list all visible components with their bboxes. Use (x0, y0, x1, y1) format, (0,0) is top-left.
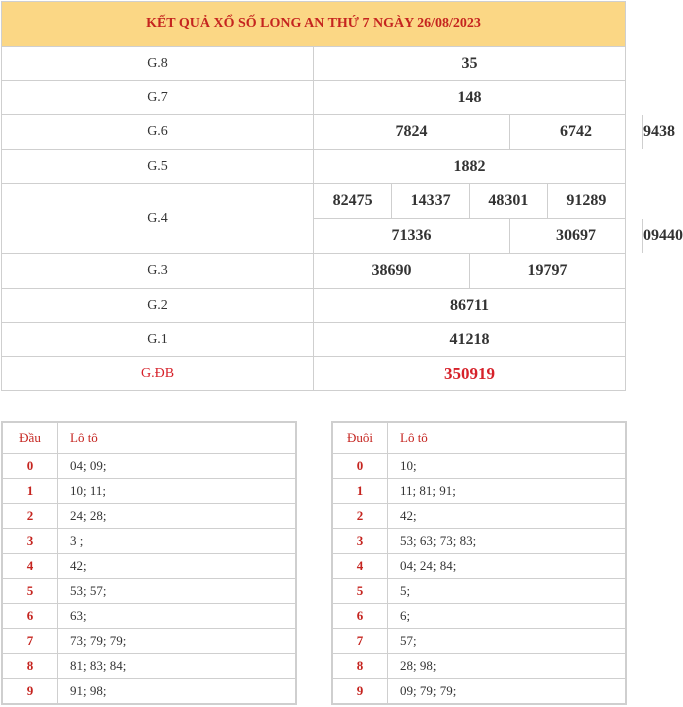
prize-label: G.4 (2, 184, 314, 254)
loto-row (332, 554, 626, 579)
loto-values: 24; 28; (58, 504, 297, 529)
loto-row (332, 604, 626, 629)
loto-values: 53; 57; (58, 579, 297, 604)
loto-header-row (2, 422, 296, 454)
loto-values: 11; 81; 91; (388, 479, 627, 504)
duoi-loto-table (331, 421, 627, 705)
loto-row (2, 504, 296, 529)
prize-label: G.2 (2, 289, 314, 323)
loto-key: 4 (2, 554, 58, 579)
loto-row (332, 479, 626, 504)
loto-row (332, 579, 626, 604)
loto-row (2, 579, 296, 604)
loto-values: 3 ; (58, 529, 297, 554)
loto-key: 1 (332, 479, 388, 504)
loto-key: 9 (2, 679, 58, 705)
loto-values: 73; 79; 79; (58, 629, 297, 654)
loto-row (332, 654, 626, 679)
prize-number: 7824 (395, 123, 428, 140)
loto-values: 91; 98; (58, 679, 297, 705)
result-title: KẾT QUẢ XỔ SỐ LONG AN THỨ 7 NGÀY 26/08/2023 (2, 2, 626, 47)
prize-row-g7 (2, 81, 626, 115)
loto-key: 9 (332, 679, 388, 705)
loto-header-row (332, 422, 626, 454)
prize-label: G.8 (2, 47, 314, 81)
loto-key: 1 (2, 479, 58, 504)
loto-values: 6; (388, 604, 627, 629)
loto-values: 5; (388, 579, 627, 604)
prize-number: 38690 (371, 262, 412, 279)
loto-key: 5 (2, 579, 58, 604)
prize-number: 30697 (510, 219, 643, 253)
loto-row (2, 529, 296, 554)
loto-values: 10; 11; (58, 479, 297, 504)
loto-values: 28; 98; (388, 654, 627, 679)
prize-row-g4b: 71336 30697 09440 (2, 219, 626, 254)
dau-header: Đầu (2, 422, 58, 454)
prize-number: 14337 (392, 184, 470, 218)
prize-number: 1882 (314, 150, 626, 184)
loto-key: 8 (332, 654, 388, 679)
loto-key: 6 (332, 604, 388, 629)
special-prize-number: 350919 (314, 357, 626, 391)
prize-number: 148 (314, 81, 626, 115)
prize-row-g3 (2, 254, 626, 289)
loto-row (2, 629, 296, 654)
loto-row (2, 679, 296, 705)
prize-number: 35 (314, 47, 626, 81)
loto-key: 5 (332, 579, 388, 604)
prize-number: 71336 (391, 227, 432, 244)
loto-values: 53; 63; 73; 83; (388, 529, 627, 554)
loto-values: 42; (388, 504, 627, 529)
loto-row (2, 604, 296, 629)
loto-values: 04; 09; (58, 454, 297, 479)
loto-row (332, 679, 626, 705)
prize-number: 6742 (510, 115, 643, 149)
loto-row (332, 529, 626, 554)
loto-header: Lô tô (58, 422, 297, 454)
special-prize-label: G.ĐB (2, 357, 314, 391)
loto-row (332, 454, 626, 479)
loto-key: 2 (2, 504, 58, 529)
loto-key: 7 (2, 629, 58, 654)
prize-label: G.7 (2, 81, 314, 115)
prize-number: 41218 (314, 323, 626, 357)
dau-loto-table (1, 421, 297, 705)
duoi-header: Đuôi (332, 422, 388, 454)
loto-header: Lô tô (388, 422, 627, 454)
loto-key: 8 (2, 654, 58, 679)
prize-label: G.5 (2, 150, 314, 184)
loto-row (332, 629, 626, 654)
prize-label: G.1 (2, 323, 314, 357)
loto-key: 2 (332, 504, 388, 529)
loto-values: 57; (388, 629, 627, 654)
prize-label: G.3 (2, 254, 314, 289)
prize-row-g2 (2, 289, 626, 323)
prize-row-g6: G.6 7824 6742 9438 (2, 115, 626, 150)
loto-row (2, 554, 296, 579)
loto-row (2, 654, 296, 679)
loto-values: 10; (388, 454, 627, 479)
prize-row-g5 (2, 150, 626, 184)
loto-key: 3 (332, 529, 388, 554)
loto-key: 0 (332, 454, 388, 479)
loto-key: 7 (332, 629, 388, 654)
loto-row (332, 504, 626, 529)
loto-key: 6 (2, 604, 58, 629)
prize-number: 48301 (470, 184, 548, 218)
loto-values: 42; (58, 554, 297, 579)
result-table (1, 1, 683, 391)
prize-number: 19797 (470, 254, 626, 288)
loto-key: 4 (332, 554, 388, 579)
loto-key: 0 (2, 454, 58, 479)
loto-key: 3 (2, 529, 58, 554)
prize-row-special (2, 357, 626, 391)
prize-number: 82475 (332, 192, 373, 209)
prize-row-g1 (2, 323, 626, 357)
loto-values: 63; (58, 604, 297, 629)
loto-values: 81; 83; 84; (58, 654, 297, 679)
prize-number: 91289 (547, 184, 625, 218)
prize-row-g8 (2, 47, 626, 81)
loto-row (2, 454, 296, 479)
loto-row (2, 479, 296, 504)
loto-values: 09; 79; 79; (388, 679, 627, 705)
loto-values: 04; 24; 84; (388, 554, 627, 579)
prize-row-g4a (2, 184, 626, 219)
prize-label: G.6 (2, 115, 314, 150)
prize-number: 86711 (314, 289, 626, 323)
